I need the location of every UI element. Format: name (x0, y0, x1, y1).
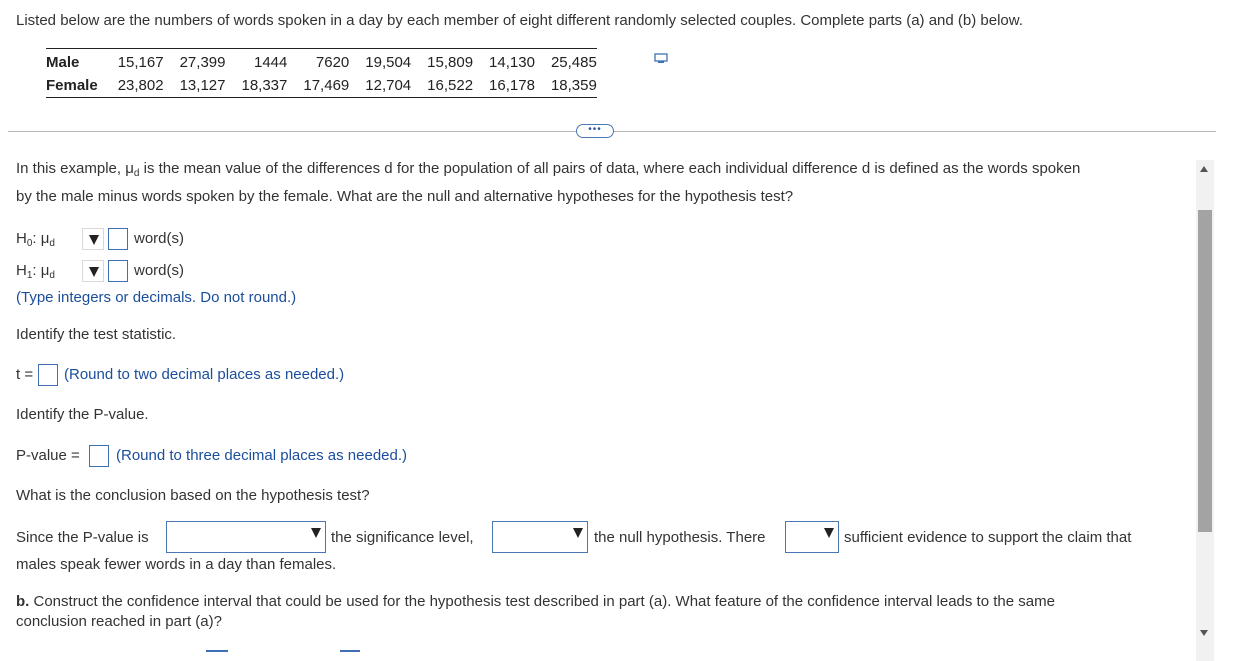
reject-decision-dropdown[interactable] (492, 521, 588, 553)
table-row-female (46, 74, 597, 98)
table-cell: 16,522 (411, 74, 473, 98)
h-letter: H (16, 262, 27, 279)
t-label: t = (16, 366, 34, 383)
table-cell: 18,337 (225, 74, 287, 98)
mu-subscript: d (133, 168, 140, 179)
h0-unit: word(s) (134, 230, 185, 247)
conclusion-text-2: the significance level, (331, 529, 474, 546)
h1-label (16, 262, 55, 279)
identify-p-value: Identify the P-value. (16, 406, 149, 423)
table-cell: 17,469 (287, 74, 349, 98)
table-cell: 15,167 (102, 49, 164, 75)
h-subscript: 1 (26, 270, 33, 281)
row-header: Female (46, 74, 102, 98)
part-b-text-1: Construct the confidence interval that could be used for the hypothesis test described in part (a). What feature of the confidence interval leads to the same (29, 593, 1055, 610)
ellipsis-icon: ••• (588, 124, 602, 135)
table-cell: 12,704 (349, 74, 411, 98)
table-cell: 13,127 (164, 74, 226, 98)
p-value-input[interactable] (89, 445, 109, 467)
p-label: P-value = (16, 447, 80, 464)
part-b-label: b. (16, 593, 30, 610)
table-cell: 14,130 (473, 49, 535, 75)
table-row-male (46, 49, 597, 75)
part-b-text-2: conclusion reached in part (a)? (16, 613, 222, 630)
h1-value-input[interactable] (108, 260, 128, 282)
h0-operator-dropdown[interactable] (82, 228, 104, 250)
table-cell: 15,809 (411, 49, 473, 75)
conclusion-text-3: the null hypothesis. There (594, 529, 766, 546)
intro-text: Listed below are the numbers of words spoken in a day by each member of eight different randomly selected couples. Complete parts (a) and (b) below. (16, 12, 1023, 29)
row-header: Male (46, 49, 102, 75)
copy-icon[interactable] (654, 53, 668, 65)
question-line2: by the male minus words spoken by the female. What are the null and alternative hypotheses for the hypothesis test? (16, 188, 794, 205)
table-cell: 18,359 (535, 74, 597, 98)
conclusion-text-5: males speak fewer words in a day than females. (16, 556, 337, 573)
partial-input (340, 650, 360, 652)
question-text (16, 156, 1186, 210)
mu-symbol: μ (125, 160, 134, 177)
table-cell: 23,802 (102, 74, 164, 98)
mu-subscript: d (49, 238, 55, 249)
conclusion-text-1: Since the P-value is (16, 529, 149, 546)
triangle-down-icon (89, 235, 99, 245)
scrollbar-thumb[interactable] (1198, 210, 1212, 532)
evidence-dropdown[interactable] (785, 521, 839, 553)
table-cell: 25,485 (535, 49, 597, 75)
colon: : (32, 230, 37, 247)
h0-label (16, 230, 55, 247)
h-subscript: 0 (26, 238, 33, 249)
mu-symbol: μ (40, 262, 50, 279)
type-note: (Type integers or decimals. Do not round.) (16, 289, 297, 306)
table-cell: 27,399 (164, 49, 226, 75)
h0-value-input[interactable] (108, 228, 128, 250)
table-cell: 16,178 (473, 74, 535, 98)
triangle-down-icon (311, 528, 321, 538)
p-note: (Round to three decimal places as needed.) (116, 447, 408, 464)
scroll-down-icon[interactable] (1200, 630, 1208, 636)
data-table (46, 48, 597, 98)
t-note: (Round to two decimal places as needed.) (64, 366, 345, 383)
scroll-up-icon[interactable] (1200, 166, 1208, 172)
table-cell: 1444 (225, 49, 287, 75)
pvalue-comparison-dropdown[interactable] (166, 521, 326, 553)
part-b-text (16, 592, 1186, 632)
triangle-down-icon (573, 528, 583, 538)
table-cell: 7620 (287, 49, 349, 75)
conclusion-text-4: sufficient evidence to support the claim that (844, 529, 1132, 546)
mu-subscript: d (49, 270, 55, 281)
triangle-down-icon (89, 267, 99, 277)
table-cell: 19,504 (349, 49, 411, 75)
partial-input (206, 650, 228, 652)
conclusion-question: What is the conclusion based on the hypothesis test? (16, 487, 370, 504)
question-line1-pre: In this example, (16, 160, 126, 177)
expand-button[interactable] (576, 124, 614, 138)
identify-test-statistic: Identify the test statistic. (16, 326, 177, 343)
h-letter: H (16, 230, 27, 247)
h1-operator-dropdown[interactable] (82, 260, 104, 282)
colon: : (32, 262, 37, 279)
mu-symbol: μ (40, 230, 50, 247)
triangle-down-icon (824, 528, 834, 538)
question-line1-post: is the mean value of the differences d for the population of all pairs of data, where each individual difference d is defined as the words spoken (139, 160, 1081, 177)
t-input[interactable] (38, 364, 58, 386)
h1-unit: word(s) (134, 262, 185, 279)
